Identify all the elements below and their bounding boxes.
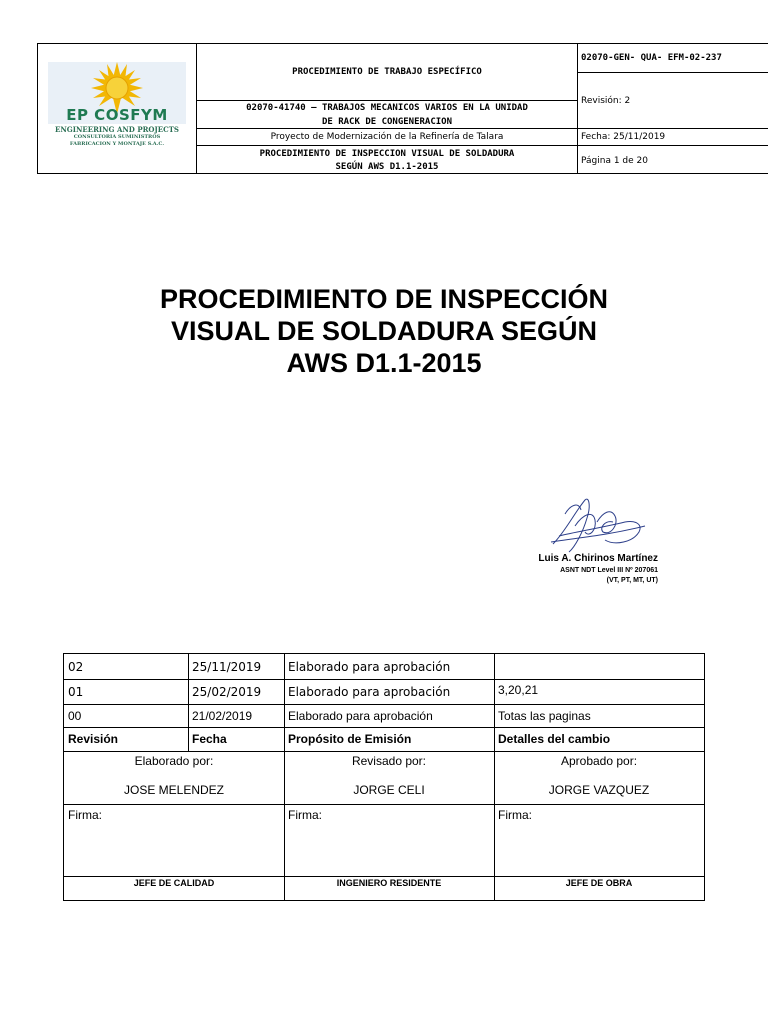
signer-name: Luis A. Chirinos Martínez (538, 553, 658, 564)
reviewed-by-label: Revisado por: (351, 754, 427, 768)
revision-row-number: 00 (68, 708, 82, 723)
reviewed-signature-label: Firma: (288, 808, 322, 822)
revision-row-number: 01 (68, 684, 84, 699)
title-line2: VISUAL DE SOLDADURA SEGÚN (170, 316, 598, 346)
company-logo (48, 62, 186, 152)
work-title-line2: DE RACK DE CONGENERACION (321, 116, 453, 127)
document-header (37, 43, 768, 174)
procedure-title-line2: SEGÚN AWS D1.1-2015 (335, 161, 439, 172)
revision-row-details: Totas las paginas (498, 708, 591, 723)
logo-tagline: ENGINEERING AND PROJECTS (55, 125, 179, 134)
prepared-role: JEFE DE CALIDAD (133, 878, 215, 888)
signer-certification: ASNT NDT Level III Nº 207061 (560, 567, 658, 574)
procedure-title-line1: PROCEDIMIENTO DE INSPECCION VISUAL DE SOLDADURA (259, 148, 515, 159)
revision-row-date: 25/11/2019 (192, 659, 262, 674)
revision-row-purpose: Elaborado para aprobación (288, 659, 451, 674)
procedure-title (197, 146, 577, 175)
column-header-date: Fecha (192, 732, 227, 746)
document-code: 02070-GEN- QUA- EFM-02-237 (581, 53, 722, 63)
doc-type: PROCEDIMIENTO DE TRABAJO ESPECÍFICO (292, 67, 482, 77)
handwritten-signature (545, 492, 650, 557)
column-header-purpose: Propósito de Emisión (288, 732, 412, 746)
revision-row-date: 21/02/2019 (192, 708, 253, 723)
approved-role: JEFE DE OBRA (565, 878, 633, 888)
column-header-revision: Revisión (68, 732, 119, 746)
project-name: Proyecto de Modernización de la Refinería de Talara (270, 132, 504, 142)
revision-row-purpose: Elaborado para aprobación (288, 684, 451, 699)
title-line1: PROCEDIMIENTO DE INSPECCIÓN (159, 284, 609, 314)
prepared-by-name: JOSE MELENDEZ (123, 783, 225, 797)
work-title-line1: 02070-41740 – TRABAJOS MECANICOS VARIOS EN LA UNIDAD (246, 102, 528, 113)
revision-row-details (494, 654, 704, 679)
prepared-signature-label: Firma: (68, 808, 102, 822)
reviewed-by-name: JORGE CELI (353, 783, 425, 797)
revision-row-date: 25/02/2019 (192, 684, 262, 699)
approved-by-label: Aprobado por: (560, 754, 638, 768)
revision-row-purpose: Elaborado para aprobación (288, 708, 433, 723)
revision-row-number: 02 (68, 659, 84, 674)
signer-methods: (VT, PT, MT, UT) (606, 577, 658, 584)
approved-by-name: JORGE VAZQUEZ (548, 783, 650, 797)
page-number: Página 1 de 20 (581, 155, 648, 166)
revision-row-details: 3,20,21 (498, 683, 539, 697)
reviewed-role: INGENIERO RESIDENTE (336, 878, 442, 888)
logo-subtitle-2: FABRICACION Y MONTAJE S.A.C. (69, 141, 165, 147)
prepared-by-label: Elaborado por: (134, 754, 214, 768)
logo-subtitle: CONSULTORIA SUMINISTROS (73, 134, 161, 140)
column-header-details: Detalles del cambio (498, 732, 611, 746)
approved-signature-label: Firma: (498, 808, 532, 822)
document-title (80, 283, 688, 379)
issue-date: Fecha: 25/11/2019 (581, 132, 666, 142)
title-line3: AWS D1.1-2015 (286, 348, 482, 378)
work-title (197, 101, 577, 128)
revision-number: Revisión: 2 (581, 95, 631, 106)
revision-table (63, 653, 705, 901)
logo-company-name: EP COSFYM (66, 106, 168, 124)
